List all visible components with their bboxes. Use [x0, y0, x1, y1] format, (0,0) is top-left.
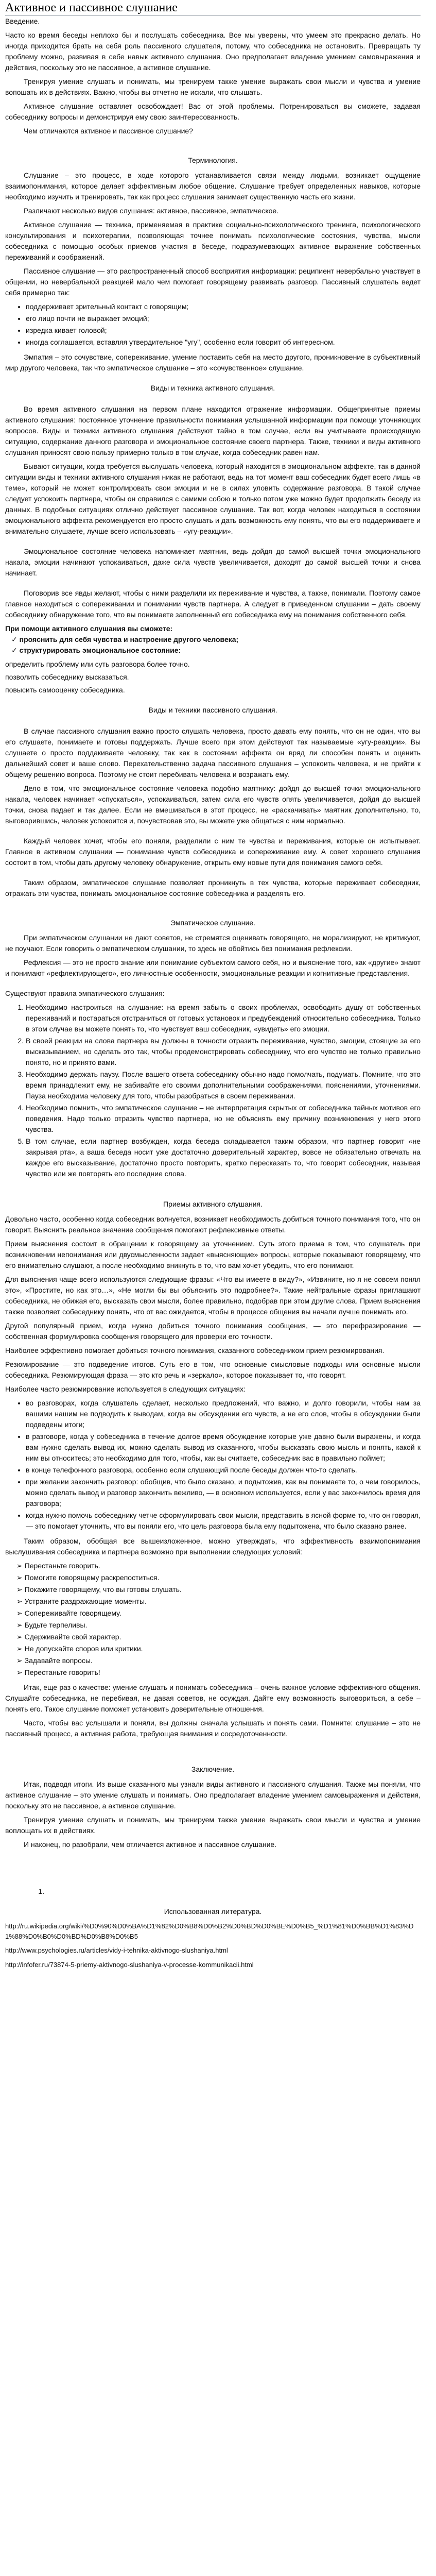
empathy-paragraph: Эмпатия – это сочувствие, сопереживание, умение поставить себя на место другого, проникновение в субъективный мир другого человека, так что эмпатическое слушание – это «сочувственное» слушание.: [5, 353, 421, 372]
help-bold-line: ✓ структурировать эмоциональное состояние:: [11, 646, 181, 654]
types-paragraph: Поговорив все явды желают, чтобы с ними разделили их переживание и чувства, а также, понимали. Поэтому самое главное находиться с сопереживании и понимании чувств партнера. А следует в приведенном слушании – дать своему собеседнику обнаружение того, что вы понимаете заполненный его собеседника ему на понимания собственного себя.: [5, 589, 421, 619]
conditions-list: [5, 1561, 421, 1678]
section-heading-empathic: Эмпатическое слушание.: [170, 919, 256, 927]
final-paragraph: Итак, еще раз о качестве: умение слушать и понимать собеседника – очень важное условие эффективного общения. Слушайте собеседника, не перебивая, не давая советов, не осуждая. Дайте ему возможность выговориться, а себе – понять его. Такое слушание поможет установить доверительные отношения.: [5, 1683, 421, 1713]
types-paragraph: Эмоциональное состояние человека напоминает маятник, ведь дойдя до самой высшей точки эмоционального накала, эмоции начинают успокаиваться, даже сила чувств увеличивается, доходят до самой высшей точки и снова начинает.: [5, 547, 421, 577]
intro-heading: Введение.: [5, 17, 40, 25]
references-number-list: [26, 1886, 421, 1897]
list-item: • его лицо почти не выражает эмоций;: [26, 313, 421, 324]
list-item: 4. Необходимо помнить, что эмпатическое слушание – не интерпретация скрытых от собеседника тайных мотивов его поведения. Надо только отразить чувство партнера, но не объяснять ему причину возникновения у него этого чувства.: [26, 1103, 421, 1135]
list-item: ➢ Будьте терпеливы.: [16, 1620, 421, 1631]
list-item: ➢ Перестаньте говорить.: [16, 1561, 421, 1571]
kinds-paragraph: В случае пассивного слушания важно просто слушать человека, просто давать ему понять, что он не один, что вы его слушаете, понимаете и готовы поддержать. Лучше всего при этом действуют так называемые «угу-реакции». Вы слушаете о просто поддакиваете человеку, так как в состоянии аффекта он вряд ли способен понять и оценить дальнейший совет и ваше слово. Перехательственно задача пассивного слушания – успокоить человека, и не прийти к общему решению вопроса. Поэтому не стоит перебивать человека и возражать ему.: [5, 727, 421, 778]
list-item: позволить собеседнику высказаться.: [5, 673, 129, 681]
section-heading-techniques: Приемы активного слушания.: [163, 1200, 263, 1208]
list-item: ➢ Помогите говорящему раскрепоститься.: [16, 1572, 421, 1583]
section-heading-references: Использованная литература.: [164, 1907, 262, 1916]
tech-paragraph: Другой популярный прием, когда нужно добиться точного понимания сообщения, — это перефразирование — собственная формулировка сообщения говорящего для проверки его точности.: [5, 1321, 421, 1341]
document-title: Активное и пассивное слушание: [5, 0, 421, 16]
list-item: • когда нужно помочь собеседнику четче сформулировать свои мысли, представить в ясной форме то, что он говорил, — это помогает уточнить, что вы поняли его, что цель разговора была ему подытожена, что было сказано ранее.: [26, 1510, 421, 1532]
tech-paragraph: Довольно часто, особенно когда собеседник волнуется, возникает необходимость добиться точного понимания того, что он говорит. Выяснить реальное значение сообщения помогают рефлексивные ответы.: [5, 1215, 421, 1234]
rules-list: [5, 1002, 421, 1179]
terminology-paragraph: Слушание – это процесс, в ходе которого устанавливается связи между людьми, возникает ощущение взаимопонимания, которое делает эффективным любое общение. Слушание требует определенных навыков, которые необходимо изучить и тренировать, так как процесс слушания занимает существенную часть его жизни.: [5, 171, 421, 201]
list-item: определить проблему или суть разговора более точно.: [5, 660, 190, 668]
intro-paragraph: Тренируя умение слушать и понимать, мы тренируем также умение выражать свои мысли и чувства и умение вопошать их в действиях. Важно, чтобы вы отчетно не искали, что слышать.: [5, 77, 421, 96]
intro-paragraph: Активное слушание оставляет освобождает! Вас от этой проблемы. Потренироваться вы сможете, задавая собеседнику вопросы и демонстрируя ему свою заинтересованность.: [5, 102, 421, 121]
list-item: 3. Необходимо держать паузу. После вашего ответа собеседнику обычно надо помолчать, подумать. Помните, что это время принадлежит ему, не забивайте его своими дополнительными соображениями, пояснениями, уточнениями. Пауза необходима человеку для того, чтобы разобраться в своем переживании.: [26, 1069, 421, 1101]
list-item: ➢ Устраните раздражающие моменты.: [16, 1596, 421, 1607]
references-list: [5, 1921, 421, 1970]
list-item: • поддерживает зрительный контакт с говорящим;: [26, 301, 421, 312]
situations-list: [5, 1398, 421, 1532]
tech-paragraph: Для выяснения чаще всего используются следующие фразы: «Что вы имеете в виду?», «Извините, но я не совсем понял это», «Простите, но как это…», «Не могли бы вы объяснить это подробнее?». Такие нейтральные фразы приглашают собеседника, не обижая его, высказать свои мысли, более правильно, подобрав при этом другие слова. Прием выяснения также позволяет собеседнику понять, что от вас ожидается, чтобы в процессе общения вы начали лучше понимать его.: [5, 1275, 421, 1316]
kinds-paragraph: Каждый человек хочет, чтобы его поняли, разделили с ним те чувства и переживания, которые он испытывает. Главное в активном слушании — понимание чувств собеседника и сопереживание ему. А совет хорошего слушания состоит в том, чтобы дать другому человеку обнаружение, открыть ему новые пути для понимания самого себя.: [5, 837, 421, 867]
list-item: • при желании закончить разговор: обобщив, что было сказано, и подытожив, как вы понимаете то, о чем говорилось, можно сделать вывод и разговор закончить вежливо, — в основном используется, если у вас закончилось время для разговора;: [26, 1477, 421, 1509]
list-item: • иногда соглашается, вставляя утвердительное "угу", особенно если говорит об интересном.: [26, 337, 421, 348]
tech-paragraph: Наиболее часто резюмирование используется в следующих ситуациях:: [5, 1385, 246, 1393]
empathic-paragraph: Рефлексия — это не просто знание или понимание субъектом самого себя, но и выяснение того, как «другие» знают и понимают «рефлектирующего», его личностные особенности, эмоциональные реакции и когнитивные представления.: [5, 958, 421, 977]
help-plain-list: [5, 659, 421, 696]
list-item: [46, 1886, 421, 1897]
section-heading-types: Виды и техника активного слушания.: [150, 384, 275, 392]
reference-link[interactable]: http://ru.wikipedia.org/wiki/%D0%90%D0%BA%D1%82%D0%B8%D0%B2%D0%BD%D0%BE%D0%B5_%D1%81%D0%BB%D1%83%D1%88%D0%B0%D0%BD%D0%B8%D0%B5: [5, 1922, 414, 1940]
kinds-paragraph: Дело в том, что эмоциональное состояние человека подобно маятнику: дойдя до высшей точки эмоционального накала, человек начинает «спускаться», успокаиваться, затем сила его чувств опять увеличивается, дойдя до высшей точки, снова падает и так далее. Если не вмешиваться в этот процесс, не «раскачивать» маятник дополнительно, то, выговорившись, человек успокоится и, почувствовав это, вы можете уже общаться с ним нормально.: [5, 784, 421, 825]
list-item: ➢ Сдерживайте свой характер.: [16, 1632, 421, 1642]
section-heading-passive-kinds: Виды и техники пассивного слушания.: [148, 706, 277, 714]
list-item: 5. В том случае, если партнер возбужден, когда беседа складывается таким образом, что партнер говорит «не закрывая рта», а ваша беседа носит уже достаточно доверительный характер, вовсе не обязательно отвечать на каждое его высказывание, достаточно просто повторить, кратко пересказать то, что говорит собеседник, называя чувство или же повторять его последние слова.: [26, 1136, 421, 1179]
kinds-paragraph: Таким образом, эмпатическое слушание позволяет проникнуть в тех чувства, которые переживает собеседник, отражать эти чувства, понимать эмоциональное состояние собеседника и разделять его.: [5, 878, 421, 897]
terminology-paragraph: Различают несколько видов слушания: активное, пассивное, эмпатическое.: [24, 207, 279, 215]
list-item: • в конце телефонного разговора, особенно если слушающий после беседы должен что-то сделать.: [26, 1465, 421, 1476]
list-item: 2. В своей реакции на слова партнера вы должны в точности отразить переживание, чувство, эмоции, стоящие за его высказыванием, но сделать это так, чтобы продемонстрировать собеседнику, что его чувство не только правильно понято, но и принято вами.: [26, 1036, 421, 1068]
list-item: ➢ Не допускайте споров или критики.: [16, 1643, 421, 1654]
rules-intro: Существуют правила эмпатического слушания:: [5, 989, 165, 997]
list-item: ➢ Перестаньте говорить!: [16, 1667, 421, 1678]
list-item: 1. Необходимо настроиться на слушание: на время забыть о своих проблемах, освободить душу от собственных переживаний и постараться отстраниться от готовых установок и предубеждений относительно собеседника. Только в этом случае вы можете понять то, что чувствует ваш собеседник, «увидеть» его эмоции.: [26, 1002, 421, 1035]
conclusion-paragraph: Итак, подводя итоги. Из выше сказанного мы узнали виды активного и пассивного слушания. Также мы поняли, что активное слушание – это умение слушать и понимать. Оно предполагает владение умением самовыражения и действия, поскольку это не пассивное, а активное слушание.: [5, 1780, 421, 1810]
help-bold-line: ✓ прояснить для себя чувства и настроение другого человека;: [11, 635, 239, 643]
section-heading-terminology: Терминология.: [188, 156, 238, 164]
intro-question: Чем отличаются активное и пассивное слушание?: [24, 127, 193, 135]
summary-paragraph: Таким образом, обобщая все вышеизложенное, можно утверждать, что эффективность взаимопонимания выслушивания собеседника и партнера возможно при выполнении следующих условий:: [5, 1537, 421, 1556]
list-item: ➢ Сопереживайте говорящему.: [16, 1608, 421, 1619]
section-heading-conclusion: Заключение.: [191, 1765, 235, 1773]
list-item: ➢ Покажите говорящему, что вы готовы слушать.: [16, 1584, 421, 1595]
tech-paragraph: Наиболее эффективно помогает добиться точного понимания, сказанного собеседником прием резюмирования.: [5, 1346, 385, 1354]
reference-link[interactable]: http://infofer.ru/73874-5-priemy-aktivnogo-slushaniya-v-processe-kommunikacii.html: [5, 1960, 254, 1969]
empathic-paragraph: При эмпатическом слушании не дают советов, не стремятся оценивать говорящего, не морализируют, не критикуют, не поучают. Если говорить о эмпатическом слушании, то здесь не обойтись без понимания рефлексии.: [5, 934, 421, 953]
list-item: ➢ Задавайте вопросы.: [16, 1655, 421, 1666]
types-paragraph: Во время активного слушания на первом плане находится отражение информации. Общепринятые приемы активного слушания: постоянное уточнение правильности понимания услышанной информации при помощи уточняющих вопросов. Виды и техники активного слушания действуют тайно в том случае, если вы учитываете происходящую ситуацию, содержание данного разговора и эмоциональное состояние своего партнера. Также, техники и виды активного слушания приносят свою пользу примерно только в том случае, когда собеседник равен нам.: [5, 405, 421, 456]
passive-behaviour-list: [5, 301, 421, 348]
passive-paragraph: Пассивное слушание — это распространенный способ восприятия информации: реципиент невербально участвует в общении, но невербальной реакцией мало чем помогает говорящему развивать разговор. Пассивный слушатель ведет себя примерно так:: [5, 267, 421, 297]
terminology-paragraph: Активное слушание — техника, применяемая в практике социально-психологического тренинга, психологического консультирования и психотерапии, позволяющая точнее понимать психологические состояния, чувства, мысли собеседника с помощью особых приемов участия в беседе, подразумевающих активное выражение собственных переживаний и соображений.: [5, 221, 421, 261]
reference-link[interactable]: http://www.psychologies.ru/articles/vidy-i-tehnika-aktivnogo-slushaniya.html: [5, 1946, 228, 1954]
tech-paragraph: Прием выяснения состоит в обращении к говорящему за уточнением. Суть этого приема в том, что слушатель при возникновении непонимания или двусмысленности задает «выясняющие» вопросы, которые показывают говорящему, что его внимательно слушают, а после необходимо вникнуть в то, что вам хочет убедить, что его понимают.: [5, 1240, 421, 1269]
list-item: • в разговоре, когда у собеседника в течение долгое время обсуждение которые уже давно были выражены, и когда вам нужно сделать вывод их, можно сделать вывод из сказанного, чтобы высказать свою мысль и понять, какой к ним вы относитесь; это необходимо для того, чтобы, как вы считаете, собеседник вас в правильно поймет;: [26, 1431, 421, 1464]
conclusion-paragraph: Тренируя умение слушать и понимать, мы тренируем также умение выражать свои мысли и чувства и умение воплощать их в действиях.: [5, 1816, 421, 1835]
tech-paragraph: Резюмирование — это подведение итогов. Суть его в том, что основные смысловые подходы или основные мысли собеседника. Резюмирующая фраза — это кто речь и «зеркало», которое показывает то, что говорят.: [5, 1360, 421, 1379]
intro-paragraph: Часто ко время беседы неплохо бы и послушать собеседника. Все мы уверены, что умеем это прекрасно делать. Но иногда приходится брать на себя роль пассивного слушателя, потому, что собеседника не остановить. Превращать ту проблему можно, развивая в себе навык активного слушания. Оно предполагает владение умением самовыражения и действия, поскольку это не пассивное, а активное слушание.: [5, 31, 421, 72]
list-item: повысить самооценку собеседника.: [5, 686, 125, 694]
types-paragraph: Бывают ситуации, когда требуется выслушать человека, который находится в эмоциональном аффекте, так в данной ситуации виды и техники активного слушания никак не работают, ведь на тот момент ваш собеседник будет всего лишь «в теме», который не может контролировать свои эмоции и не в силах уловить содержание разговора. В такой случае следует успокоить партнера, чтобы он справился с самими собою и только потом уже можно будет продолжить беседу из данных. В подобных ситуациях отлично действует пассивное слушание. Так вот, когда человек находиться в состоянии эмоционального аффекта рекомендуется его просто слушать и дать возможность ему понять, что вы его поддерживаете и внимательно слушаете, лучше всего использовать – «угу-реакции».: [5, 462, 421, 535]
final-paragraph: Часто, чтобы вас услышали и поняли, вы должны сначала услышать и понять сами. Помните: слушание – это не пассивный процесс, а активная работа, требующая внимания и сосредоточенности.: [5, 1719, 421, 1738]
conclusion-paragraph: И наконец, по разобрали, чем отличается активное и пассивное слушание.: [24, 1840, 277, 1849]
list-item: • во разговорах, когда слушатель сделает, несколько предложений, что важно, и долго говорили, чтобы нам за вашими нашим не подводить к выводам, когда вы обсуждении его чувств, а не его слов, чтобы в обсуждении были подведены итоги;: [26, 1398, 421, 1430]
help-heading: При помощи активного слушания вы сможете:: [5, 624, 173, 633]
list-item: • изредка кивает головой;: [26, 325, 421, 336]
